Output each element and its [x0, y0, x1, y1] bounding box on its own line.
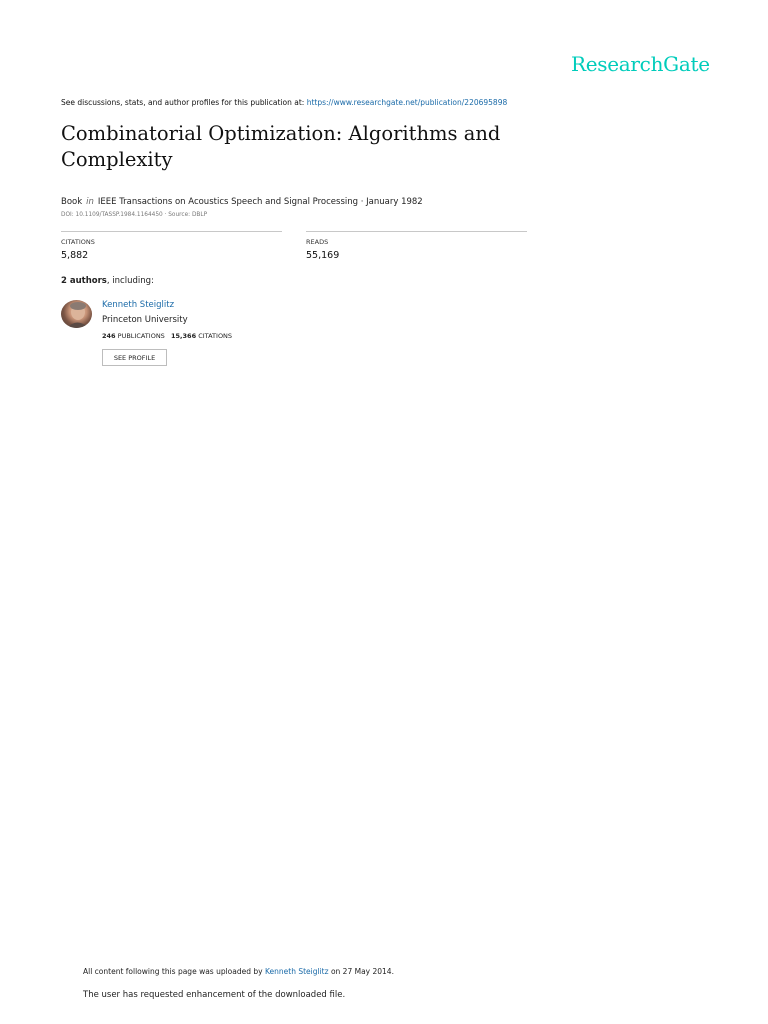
publication-type: Book — [61, 197, 83, 207]
publication-in: in — [86, 197, 94, 207]
see-discussions-text: See discussions, stats, and author profiles for this publication at: — [61, 98, 307, 107]
uploader-link[interactable]: Kenneth Steiglitz — [264, 967, 329, 976]
authors-suffix: , including: — [106, 276, 154, 286]
publication-doi-source: DOI: 10.1109/TASSP.1984.1164450 · Source: DBLP — [61, 212, 208, 218]
author-institution: Princeton University — [102, 315, 188, 325]
publication-url-link[interactable]: https://www.researchgate.net/publication/220695898 — [306, 98, 508, 107]
citations-divider — [61, 231, 282, 232]
author-name[interactable]: Kenneth Steiglitz — [102, 300, 175, 310]
authors-count: 2 authors — [61, 276, 107, 286]
publication-meta — [61, 197, 423, 207]
author-citations-label: CITATIONS — [198, 332, 233, 340]
publication-title: Combinatorial Optimization: Algorithms and Complexity — [61, 122, 501, 171]
upload-prefix: All content following this page was uploaded by — [83, 967, 265, 976]
author-publications-count: 246 — [102, 332, 116, 340]
author-citations-count: 15,366 — [171, 332, 197, 340]
publication-venue-date: IEEE Transactions on Acoustics Speech and Signal Processing · January 1982 — [97, 197, 423, 207]
author-publications-label: PUBLICATIONS — [117, 332, 165, 340]
author-photo-icon — [61, 300, 92, 328]
see-discussions-line — [61, 98, 507, 107]
see-profile-button[interactable]: SEE PROFILE — [102, 349, 167, 366]
reads-divider — [306, 231, 527, 232]
avatar[interactable] — [61, 300, 92, 328]
citations-label: CITATIONS — [61, 238, 95, 246]
upload-notice — [83, 967, 394, 976]
upload-suffix: on 27 May 2014. — [328, 967, 394, 976]
author-name-link[interactable] — [102, 300, 174, 310]
author-stats — [102, 332, 232, 340]
researchgate-logo[interactable]: ResearchGate — [571, 52, 710, 76]
authors-summary — [61, 276, 154, 286]
reads-label: READS — [306, 238, 329, 246]
citations-value: 5,882 — [61, 250, 89, 261]
enhancement-notice: The user has requested enhancement of the downloaded file. — [83, 990, 346, 1000]
reads-value: 55,169 — [306, 250, 340, 261]
